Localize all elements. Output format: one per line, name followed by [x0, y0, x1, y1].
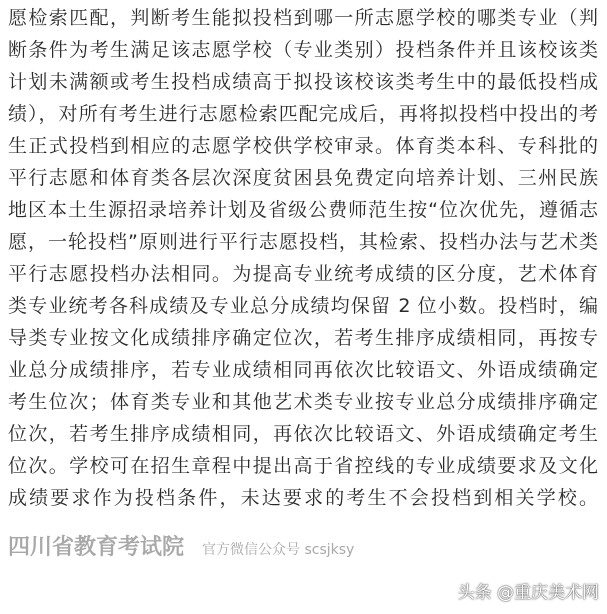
text-line: 绩），对所有考生进行志愿检索匹配完成后，再将拟投档中投出的考 — [8, 103, 598, 125]
text-line: 位次。学校可在招生章程中提出高于省控线的专业成绩要求及文化 — [8, 455, 598, 477]
text-line: 地区本土生源招录培养计划及省级公费师范生按“位次优先，遵循志 — [8, 199, 598, 221]
text-line: 平行志愿投档办法相同。为提高专业统考成绩的区分度，艺术体育 — [8, 263, 598, 285]
text-line: 类专业统考各科成绩及专业总分成绩均保留 2 位小数。投档时，编 — [8, 295, 598, 317]
text-line: 生正式投档到相应的志愿学校供学校审录。体育类本科、专科批的 — [8, 135, 598, 157]
text-line: 平行志愿和体育类各层次深度贫困县免费定向培养计划、三州民族 — [8, 167, 598, 189]
text-line: 愿检索匹配，判断考生能拟投档到哪一所志愿学校的哪类专业（判 — [8, 7, 598, 29]
text-line: 考生位次；体育类专业和其他艺术类专业按专业总分成绩排序确定 — [8, 391, 598, 413]
text-line: 愿，一轮投档”原则进行平行志愿投档，其检索、投档办法与艺术类 — [8, 231, 598, 253]
text-line: 计划未满额或考生投档成绩高于拟投该校该类考生中的最低投档成 — [8, 71, 598, 93]
document-body — [8, 2, 598, 514]
text-line: 位次，若考生排序成绩相同，再依次比较语文、外语成绩确定考生 — [8, 423, 598, 445]
text-line: 断条件为考生满足该志愿学校（专业类别）投档条件并且该校该类 — [8, 39, 598, 61]
text-line: 业总分成绩排序，若专业成绩相同再依次比较语文、外语成绩确定 — [8, 359, 598, 381]
text-line: 成绩要求作为投档条件，未达要求的考生不会投档到相关学校。 — [8, 487, 598, 509]
watermark-subtitle: 官方微信公众号 scsjksy — [202, 542, 355, 558]
source-credit: 头条 @重庆美术网 — [457, 583, 599, 603]
text-line: 导类专业按文化成绩排序确定位次，若考生排序成绩相同，再按专 — [8, 327, 598, 349]
watermark — [8, 530, 598, 561]
watermark-name: 四川省教育考试院 — [8, 535, 185, 560]
